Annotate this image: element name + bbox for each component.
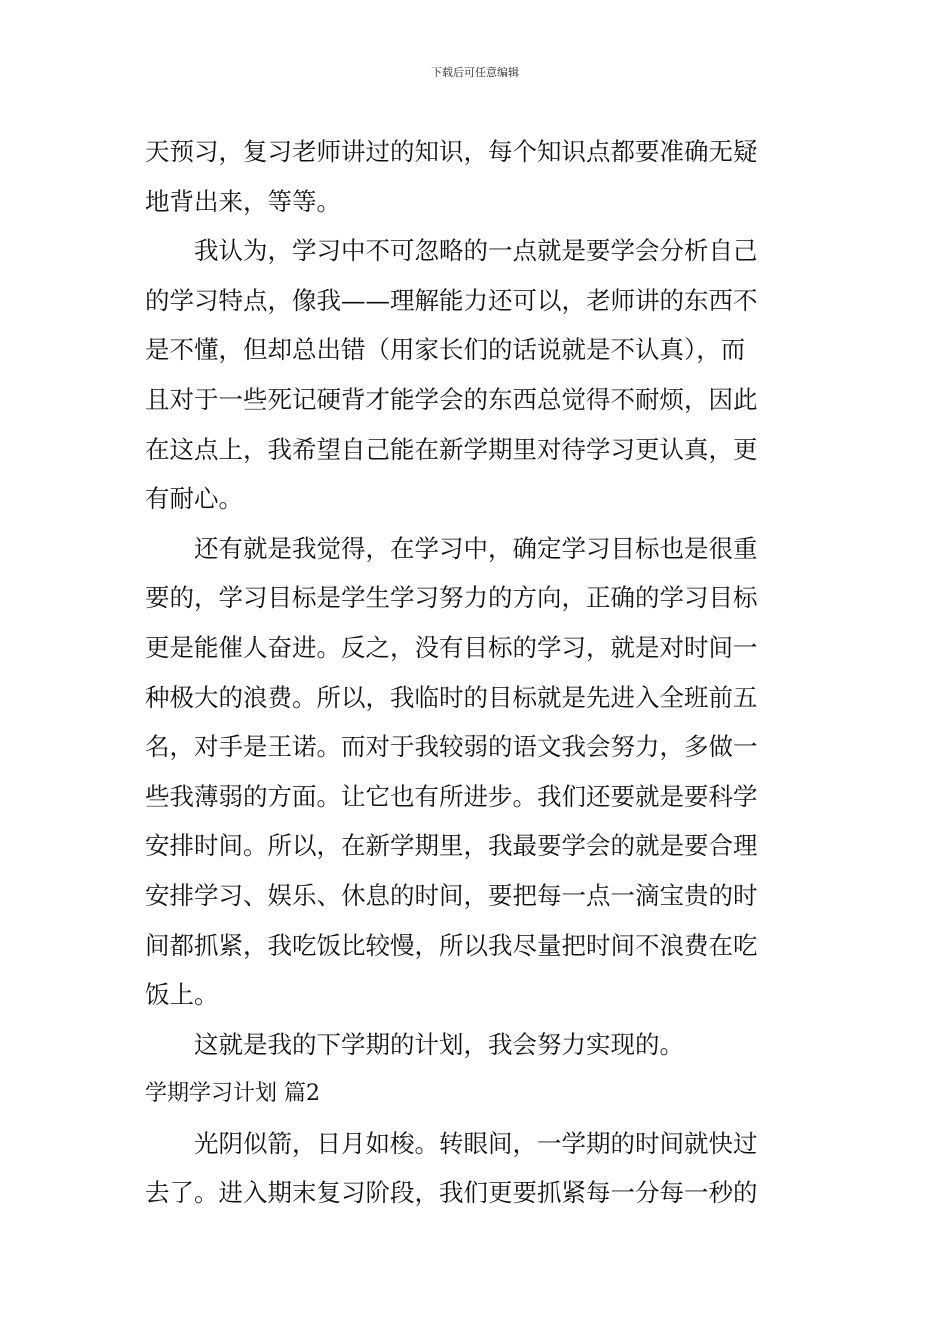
text-line: 是不懂，但却总出错（用家长们的话说就是不认真），而 bbox=[145, 335, 746, 365]
text-line: 且对于一些死记硬背才能学会的东西总觉得不耐烦，因此 bbox=[145, 384, 758, 414]
text-line: 更是能催人奋进。反之，没有目标的学习，就是对时间一 bbox=[145, 632, 758, 662]
text-line: 名，对手是王诺。而对于我较弱的语文我会努力，多做一 bbox=[145, 732, 758, 762]
text-line: 些我薄弱的方面。让它也有所进步。我们还要就是要科学 bbox=[145, 781, 758, 811]
section-title: 学期学习计划 篇2 bbox=[145, 1081, 320, 1107]
paragraph bbox=[145, 524, 810, 1020]
paragraph bbox=[145, 127, 810, 226]
text-line: 间都抓紧，我吃饭比较慢，所以我尽量把时间不浪费在吃 bbox=[145, 930, 758, 960]
text-line: 天预习，复习老师讲过的知识，每个知识点都要准确无疑 bbox=[145, 137, 758, 166]
text-line: 有耐心。 bbox=[145, 484, 243, 514]
paragraph bbox=[145, 1119, 810, 1218]
text-line: 安排时间。所以，在新学期里，我最要学会的就是要合理 bbox=[145, 831, 758, 861]
text-line: 在这点上，我希望自己能在新学期里对待学习更认真，更 bbox=[145, 434, 758, 464]
text-line: 要的，学习目标是学生学习努力的方向，正确的学习目标 bbox=[145, 583, 758, 613]
text-line: 光阴似箭，日月如梭。转眼间，一学期的时间就快过 bbox=[194, 1128, 758, 1158]
page-header: 下载后可任意编辑 bbox=[431, 66, 519, 79]
text-line: 地背出来，等等。 bbox=[145, 186, 341, 216]
paragraph bbox=[145, 1020, 810, 1070]
text-line: 这就是我的下学期的计划，我会努力实现的。 bbox=[194, 1029, 684, 1059]
text-line: 饭上。 bbox=[145, 980, 219, 1010]
text-line: 种极大的浪费。所以，我临时的目标就是先进入全班前五 bbox=[145, 682, 758, 712]
text-line: 的学习特点，像我——理解能力还可以，老师讲的东西不 bbox=[145, 285, 758, 315]
paragraph bbox=[145, 226, 810, 524]
document-body bbox=[145, 127, 810, 1218]
text-line: 安排学习、娱乐、休息的时间，要把每一点一滴宝贵的时 bbox=[145, 880, 758, 910]
text-line: 我认为，学习中不可忽略的一点就是要学会分析自己 bbox=[194, 236, 758, 266]
text-line: 还有就是我觉得，在学习中，确定学习目标也是很重 bbox=[194, 533, 758, 563]
text-line: 去了。进入期末复习阶段，我们更要抓紧每一分每一秒的 bbox=[145, 1178, 758, 1208]
